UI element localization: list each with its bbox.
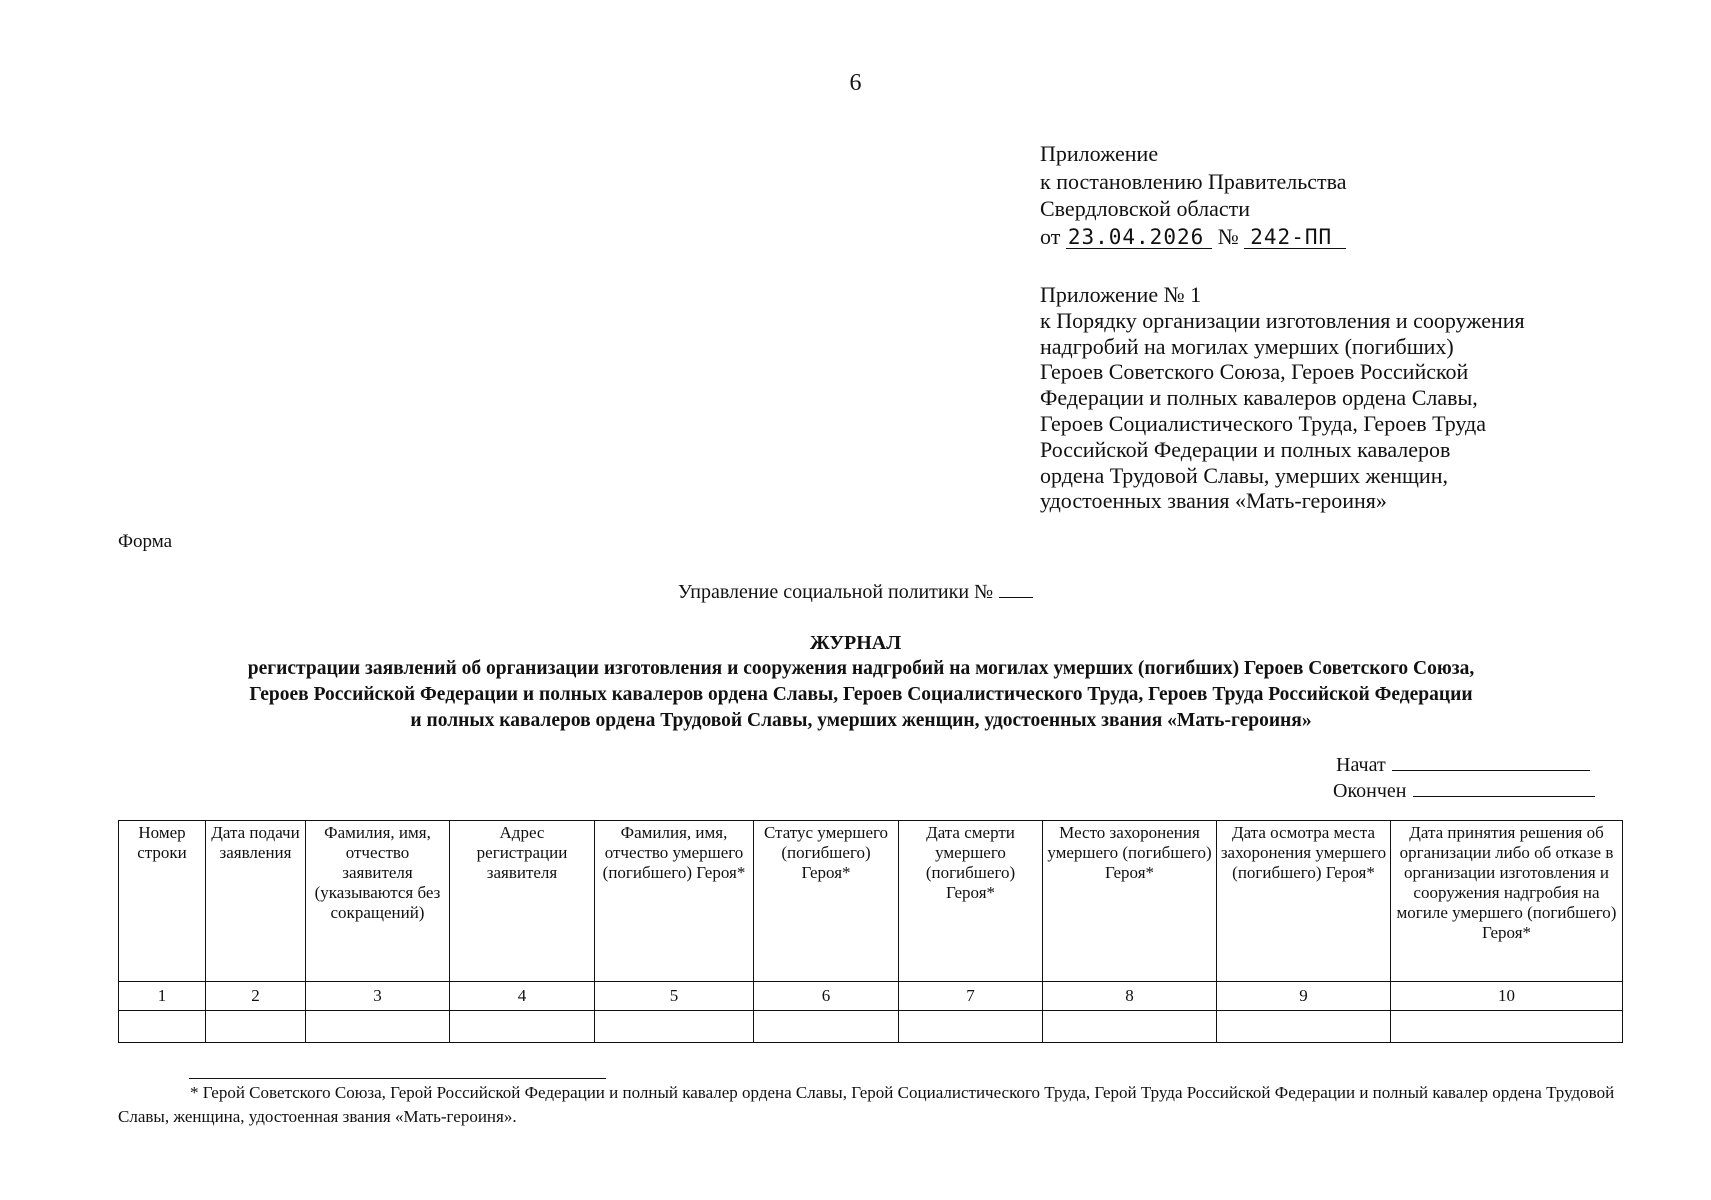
approval-line-1: Приложение [1040,141,1159,166]
journal-subtitle [140,656,1582,734]
header-applicant-address: Адрес регистрации заявителя [450,821,595,982]
empty-cell[interactable] [206,1011,306,1043]
from-label: от [1040,223,1061,249]
header-application-date: Дата подачи заявления [206,821,306,982]
appendix-line: ордена Трудовой Славы, умерших женщин, [1040,462,1448,488]
appendix-line: Героев Советского Союза, Героев Российской [1040,359,1469,385]
header-death-date: Дата смерти умершего (погибшего) Героя* [899,821,1043,982]
journal-title: ЖУРНАЛ [809,632,902,654]
column-number: 6 [754,982,899,1011]
header-row-number: Номер строки [119,821,206,982]
header-burial-place: Место захоронения умершего (погибшего) Героя* [1043,821,1217,982]
table-empty-row [119,1011,1623,1043]
column-number: 3 [306,982,450,1011]
header-decision-date: Дата принятия решения об организации либо об отказе в организации изготовления и сооружения надгробия на могиле умершего (погибшего) Героя* [1391,821,1623,982]
footnote-divider [189,1078,606,1079]
column-number: 7 [899,982,1043,1011]
column-number: 4 [450,982,595,1011]
column-number: 10 [1391,982,1623,1011]
started-blank[interactable] [1392,752,1590,771]
column-number: 9 [1217,982,1391,1011]
empty-cell[interactable] [1043,1011,1217,1043]
column-number: 8 [1043,982,1217,1011]
empty-cell[interactable] [595,1011,754,1043]
empty-cell[interactable] [1391,1011,1623,1043]
appendix-line: надгробий на могилах умерших (погибших) [1040,333,1454,359]
finished-line [1333,778,1595,803]
department-line [0,579,1711,604]
column-number: 2 [206,982,306,1011]
appendix-block [1040,282,1525,514]
table-header-row [119,821,1623,982]
appendix-line: Приложение № 1 [1040,282,1202,307]
empty-cell[interactable] [899,1011,1043,1043]
header-inspection-date: Дата осмотра места захоронения умершего (погибшего) Героя* [1217,821,1391,982]
empty-cell[interactable] [450,1011,595,1043]
appendix-line: удостоенных звания «Мать-героиня» [1040,488,1387,514]
journal-subtitle-line: регистрации заявлений об организации изготовления и сооружения надгробий на могилах умерших (погибших) Героев Советского Союза, [247,658,1475,679]
empty-cell[interactable] [306,1011,450,1043]
approval-number: 242-ПП [1244,226,1346,249]
approval-line-2: к постановлению Правительства [1040,168,1347,194]
appendix-line: Героев Социалистического Труда, Героев Труда [1040,410,1486,436]
appendix-line: Российской Федерации и полных кавалеров [1040,436,1451,462]
department-number-blank[interactable] [999,579,1033,598]
finished-label: Окончен [1333,780,1407,802]
footnote: * Герой Советского Союза, Герой Российской Федерации и полный кавалер ордена Славы, Герой Социалистического Труда, Герой Труда Российской Федерации и полный кавалер ордена Трудовой Славы, женщина, удостоенная звания «Мать-героиня». [118,1083,1615,1126]
number-label: № [1217,223,1239,249]
empty-cell[interactable] [1217,1011,1391,1043]
started-label: Начат [1336,754,1386,776]
table-numbering-row [119,982,1623,1011]
approval-date-line [1040,223,1346,251]
header-applicant-name: Фамилия, имя, отчество заявителя (указываются без сокращений) [306,821,450,982]
appendix-line: Федерации и полных кавалеров ордена Славы, [1040,385,1478,411]
header-hero-status: Статус умершего (погибшего) Героя* [754,821,899,982]
approval-date: 23.04.2026 [1066,226,1212,249]
finished-blank[interactable] [1413,778,1595,797]
journal-table [118,820,1623,1043]
page-number: 6 [849,70,862,96]
empty-cell[interactable] [119,1011,206,1043]
empty-cell[interactable] [754,1011,899,1043]
journal-subtitle-line: и полных кавалеров ордена Трудовой Славы, умерших женщин, удостоенных звания «Мать-героиня» [410,710,1312,731]
header-hero-name: Фамилия, имя, отчество умершего (погибшего) Героя* [595,821,754,982]
started-line [1336,752,1590,777]
department-label: Управление социальной политики № [677,581,994,603]
column-number: 1 [119,982,206,1011]
approval-block [1040,140,1346,250]
appendix-line: к Порядку организации изготовления и сооружения [1040,307,1525,333]
column-number: 5 [595,982,754,1011]
approval-line-3: Свердловской области [1040,196,1250,221]
form-label: Форма [118,531,173,552]
journal-subtitle-line: Героев Российской Федерации и полных кавалеров ордена Славы, Героев Социалистического Труда, Героев Труда Российской Федерации [249,684,1473,705]
